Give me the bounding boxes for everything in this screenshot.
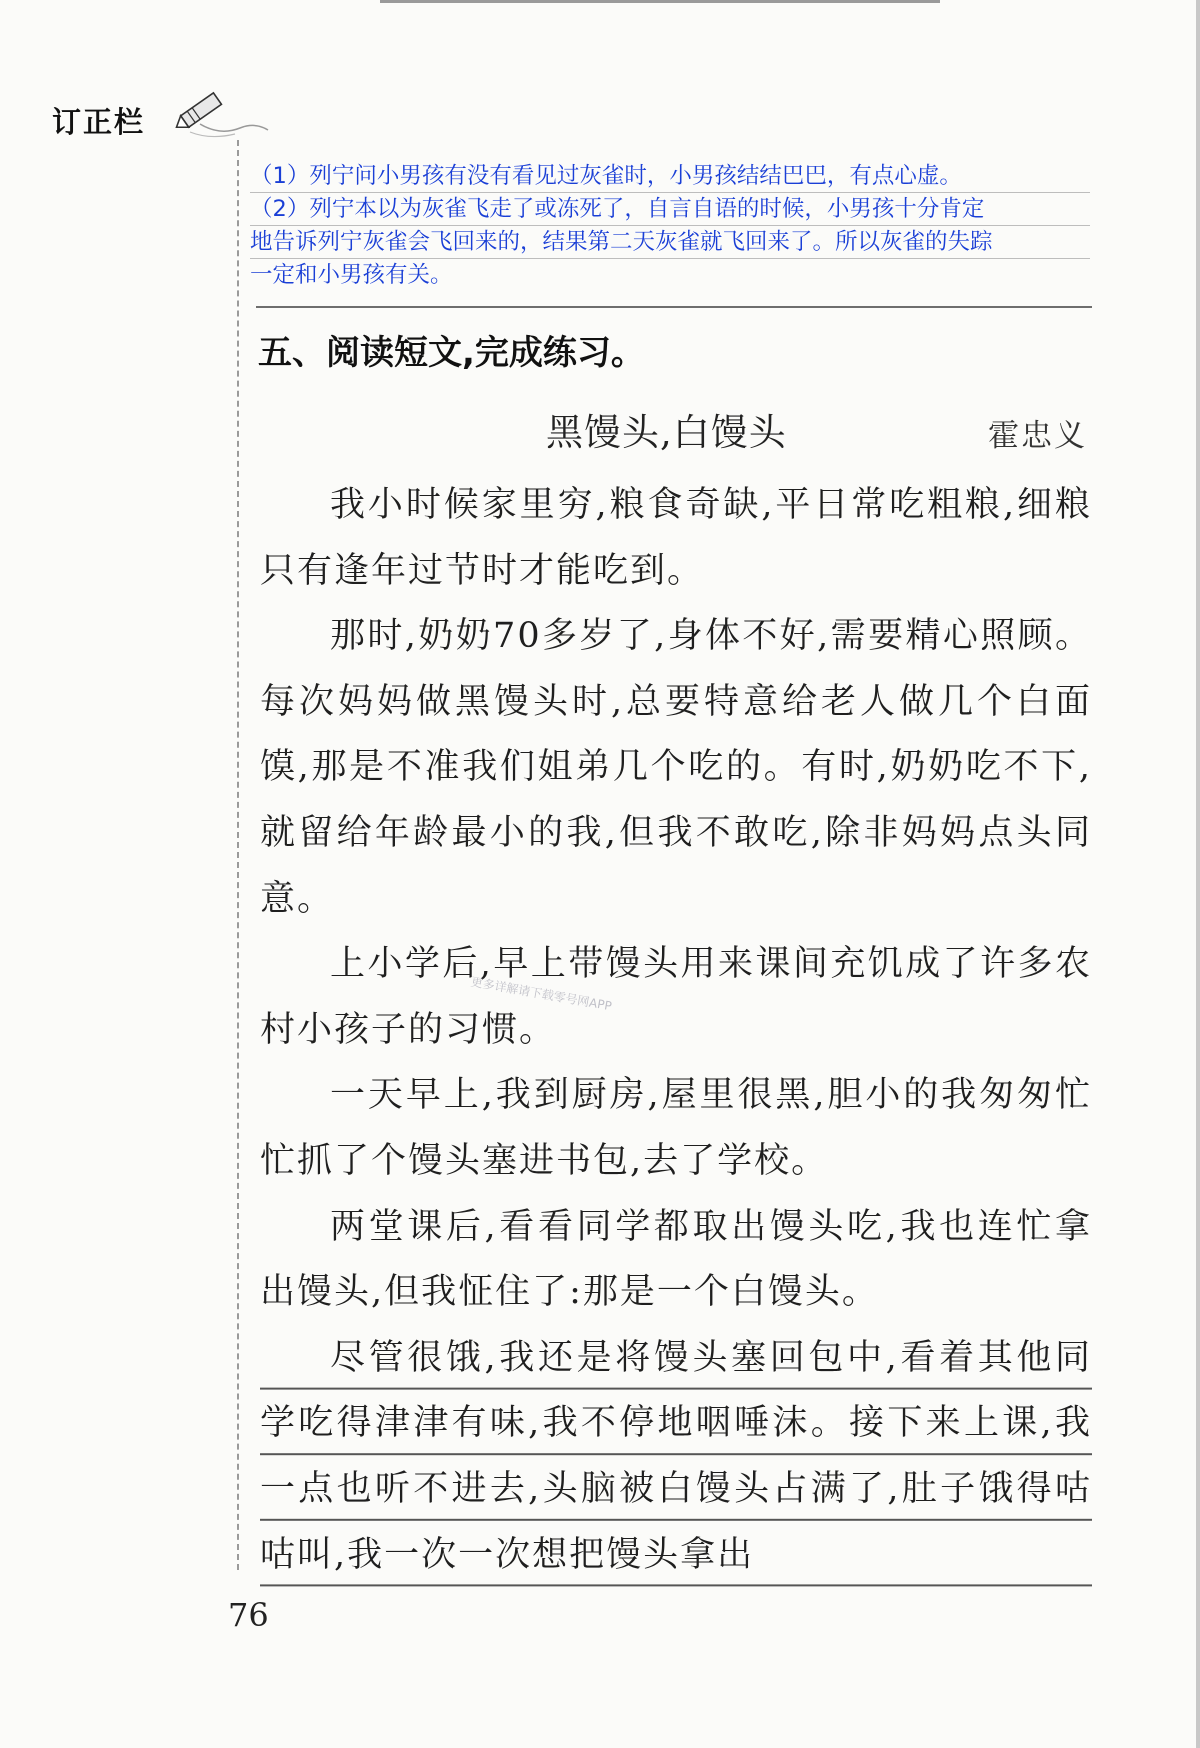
- article-paragraph: 一天早上,我到厨房,屋里很黑,胆小的我匆匆忙忙抓了个馒头塞进书包,去了学校。: [260, 1075, 1092, 1181]
- top-rule: [380, 0, 940, 3]
- section-title: 五、阅读短文,完成练习。: [258, 333, 645, 373]
- article-title: 黑馒头,白馒头: [546, 411, 787, 454]
- article-body: [260, 473, 1092, 1588]
- article-author: 霍忠义: [988, 418, 1087, 454]
- article-paragraph: 两堂课后,看看同学都取出馒头吃,我也连忙拿出馒头,但我怔住了:那是一个白馒头。: [260, 1206, 1092, 1313]
- answer-line: 地告诉列宁灰雀会飞回来的，结果第二天灰雀就飞回来了。所以灰雀的失踪: [250, 226, 1090, 259]
- correction-margin-line: [237, 140, 239, 1570]
- correction-column-header: [52, 92, 242, 142]
- article-paragraph: 那时,奶奶70多岁了,身体不好,需要精心照顾。每次妈妈做黑馒头时,总要特意给老人做几个白面馍,那是不准我们姐弟几个吃的。有时,奶奶吃不下,就留给年龄最小的我,但我不敢吃,除非妈妈点头同意。: [260, 616, 1092, 919]
- watermark: 更多详解请下载零号网APP: [469, 974, 613, 1014]
- answer-block: [250, 160, 1090, 291]
- article-paragraph: 上小学后,早上带馒头用来课间充饥成了许多农村小孩子的习惯。: [260, 944, 1092, 1050]
- answer-line: 一定和小男孩有关。: [250, 262, 453, 288]
- answer-line: （1）列宁问小男孩有没有看见过灰雀时，小男孩结结巴巴，有点心虚。: [250, 160, 1090, 193]
- correction-column-label: 订正栏: [52, 105, 146, 139]
- answer-line: （2）列宁本以为灰雀飞走了或冻死了，自言自语的时候，小男孩十分肯定: [250, 193, 1090, 226]
- article-paragraph: 我小时候家里穷,粮食奇缺,平日常吃粗粮,细粮只有逢年过节时才能吃到。: [260, 485, 1092, 591]
- pencil-icon: [160, 84, 270, 144]
- underlined-paragraph: 尽管很饿,我还是将馒头塞回包中,看着其他同学吃得津津有味,我不停地咽唾沫。接下来上课,我一点也听不进去,头脑被白馒头占满了,肚子饿得咕咕叫,我一次一次想把馒头拿出: [260, 1326, 1092, 1588]
- page-number: 76: [228, 1596, 269, 1634]
- answer-separator: [256, 306, 1092, 308]
